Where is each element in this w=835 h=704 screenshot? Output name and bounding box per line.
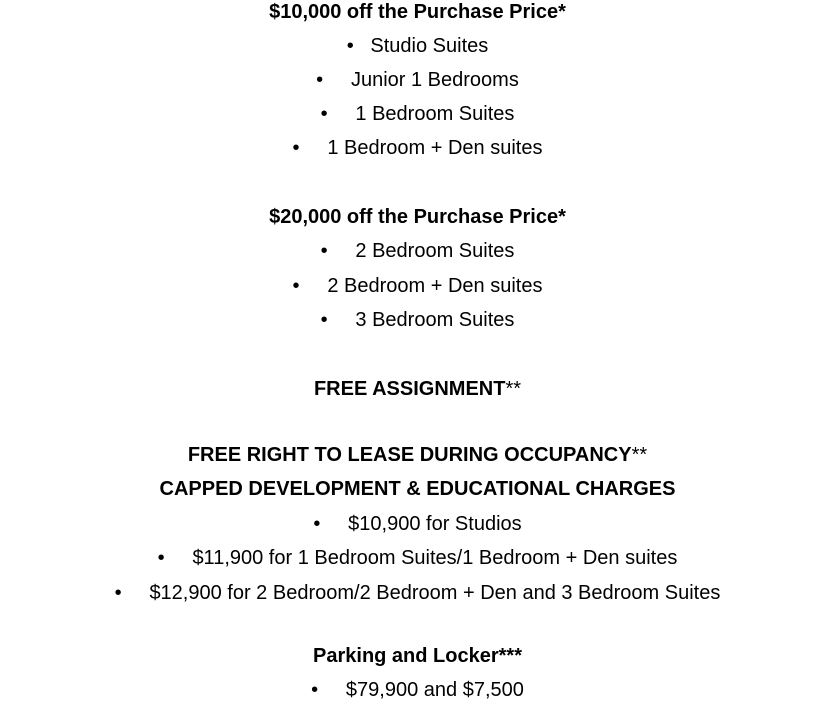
list-item: • $12,900 for 2 Bedroom/2 Bedroom + Den and 3 Bedroom Suites [114,582,721,604]
section-heading-20000-off: $20,000 off the Purchase Price* [269,206,566,228]
section-heading-10000-off: $10,000 off the Purchase Price* [269,1,566,23]
list-item: • Studio Suites [346,35,489,57]
bullet-icon: • [292,137,300,159]
bullet-icon: • [292,275,300,297]
bullet-icon: • [316,69,324,91]
list-item: • Junior 1 Bedrooms [316,69,519,91]
bullet-icon: • [320,103,328,125]
bullet-icon: • [157,547,165,569]
section-heading-free-right-to-lease: FREE RIGHT TO LEASE DURING OCCUPANCY** [187,444,648,466]
list-item: • $11,900 for 1 Bedroom Suites/1 Bedroom + Den suites [157,547,678,569]
list-item: • 1 Bedroom + Den suites [292,137,543,159]
list-item: • 2 Bedroom Suites [320,240,515,262]
list-item: • 1 Bedroom Suites [320,103,515,125]
footnote-marker: ** [631,444,648,466]
list-item: • $79,900 and $7,500 [311,679,524,701]
bullet-icon: • [114,582,122,604]
bullet-icon: • [320,309,328,331]
section-heading-parking-locker: Parking and Locker*** [313,645,522,667]
bullet-icon: • [313,513,321,535]
list-item: • 2 Bedroom + Den suites [292,275,543,297]
list-item: • 3 Bedroom Suites [320,309,515,331]
footnote-marker: ** [505,378,522,400]
section-heading-free-assignment: FREE ASSIGNMENT** [313,378,522,400]
bullet-icon: • [346,35,354,57]
list-item: • $10,900 for Studios [313,513,522,535]
bullet-icon: • [311,679,319,701]
bullet-icon: • [320,240,328,262]
section-heading-capped-charges: CAPPED DEVELOPMENT & EDUCATIONAL CHARGES [159,478,676,500]
